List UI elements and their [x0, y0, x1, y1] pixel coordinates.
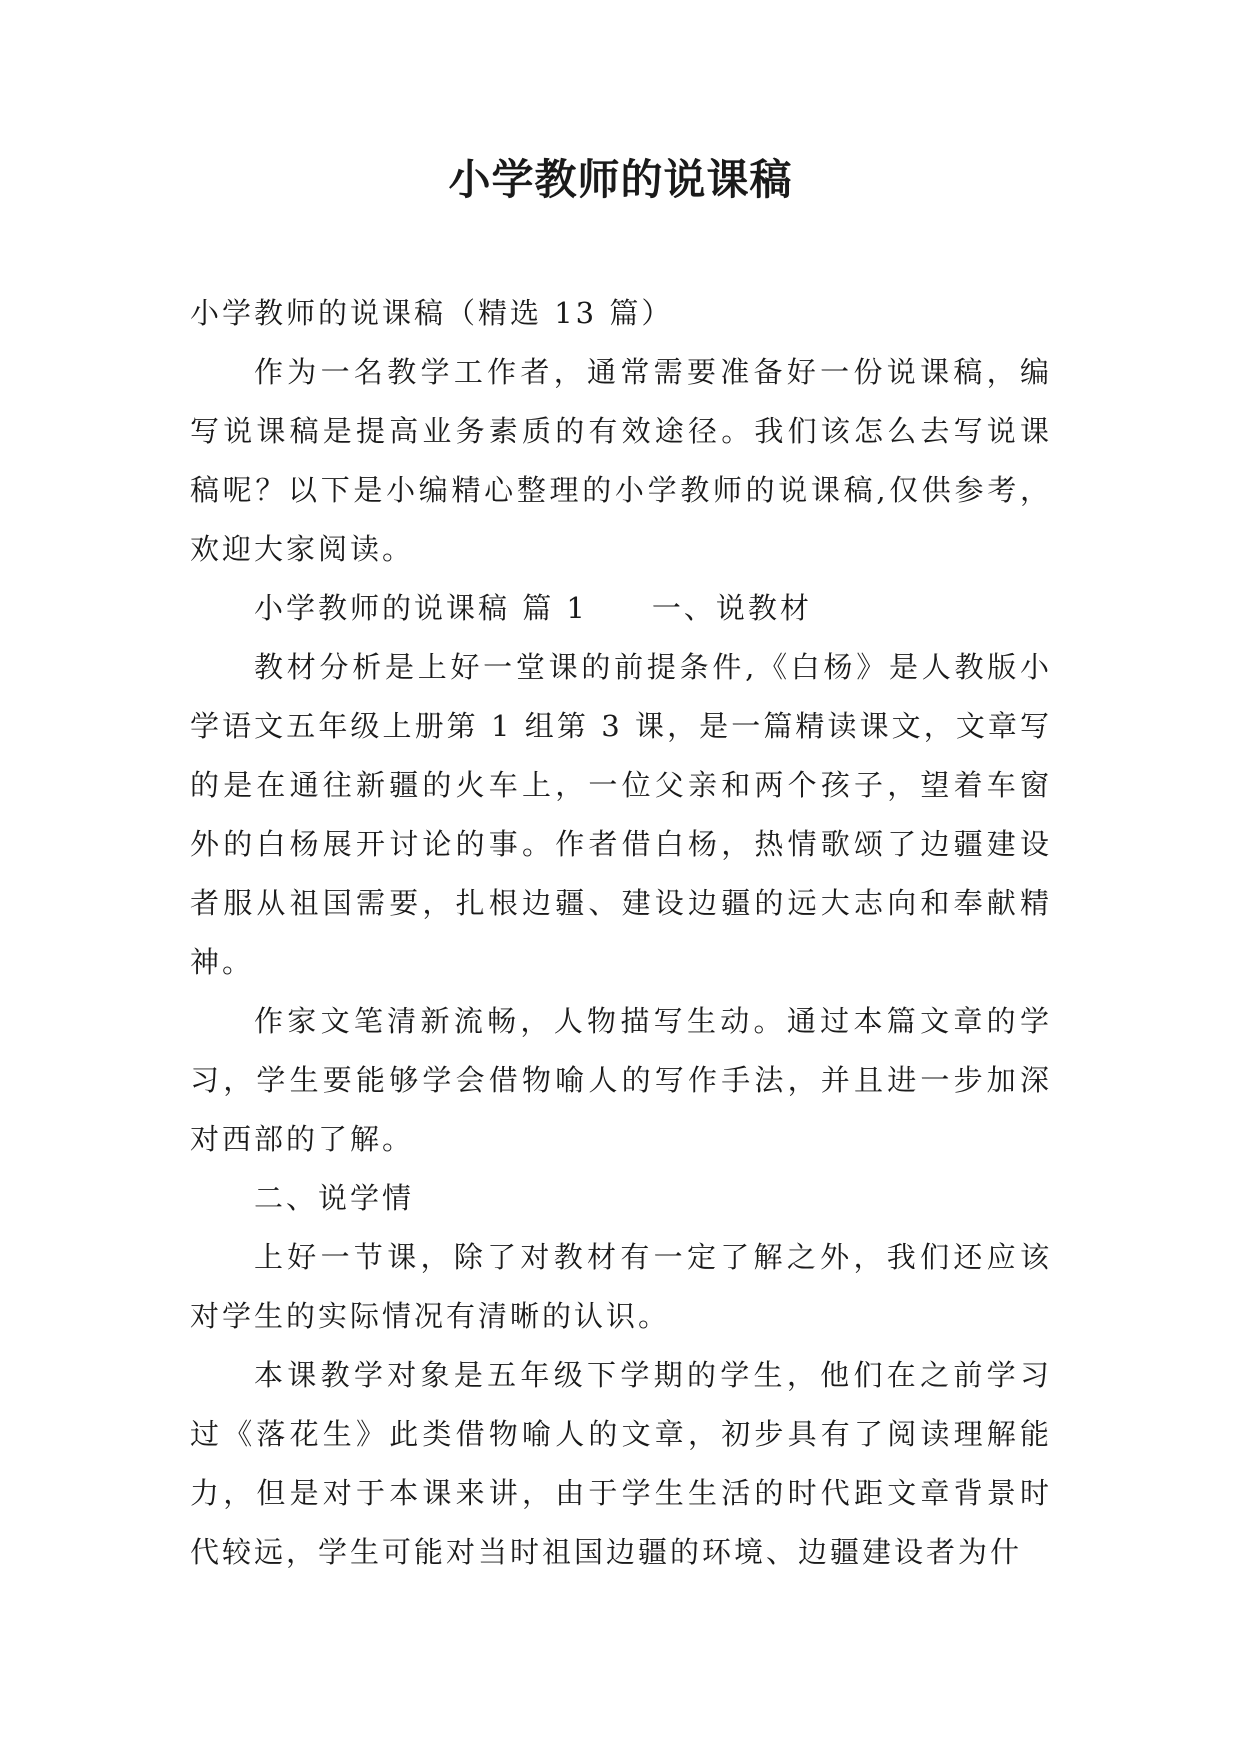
- students-heading: 二、说学情: [254, 1181, 415, 1215]
- section-1-heading: 一、说教材: [651, 591, 812, 625]
- section-1-label: 小学教师的说课稿 篇 1: [254, 591, 588, 625]
- material-paragraph-1: 教材分析是上好一堂课的前提条件,《白杨》是人教版小学语文五年级上册第 1 组第 3 课，是一篇精读课文，文章写的是在通往新疆的火车上，一位父亲和两个孩子，望着车窗外的白杨展开讨论的事。作者借白杨，热情歌颂了边疆建设者服从祖国需要，扎根边疆、建设边疆的远大志向和奉献精神。: [190, 650, 1052, 979]
- document-subtitle: 小学教师的说课稿（精选 13 篇）: [190, 296, 674, 330]
- students-paragraph-2: 本课教学对象是五年级下学期的学生，他们在之前学习过《落花生》此类借物喻人的文章，初步具有了阅读理解能力，但是对于本课来讲，由于学生生活的时代距文章背景时代较远，学生可能对当时祖国边疆的环境、边疆建设者为什: [190, 1358, 1052, 1569]
- section-1-line: [190, 579, 1052, 638]
- document-title: 小学教师的说课稿: [448, 155, 793, 204]
- students-paragraph-1: 上好一节课，除了对教材有一定了解之外，我们还应该对学生的实际情况有清晰的认识。: [190, 1240, 1052, 1333]
- intro-paragraph: 作为一名教学工作者，通常需要准备好一份说课稿，编写说课稿是提高业务素质的有效途径。我们该怎么去写说课稿呢？以下是小编精心整理的小学教师的说课稿,仅供参考，欢迎大家阅读。: [190, 355, 1052, 566]
- material-paragraph-2: 作家文笔清新流畅，人物描写生动。通过本篇文章的学习，学生要能够学会借物喻人的写作手法，并且进一步加深对西部的了解。: [190, 1004, 1052, 1156]
- document-body: [190, 284, 1052, 1582]
